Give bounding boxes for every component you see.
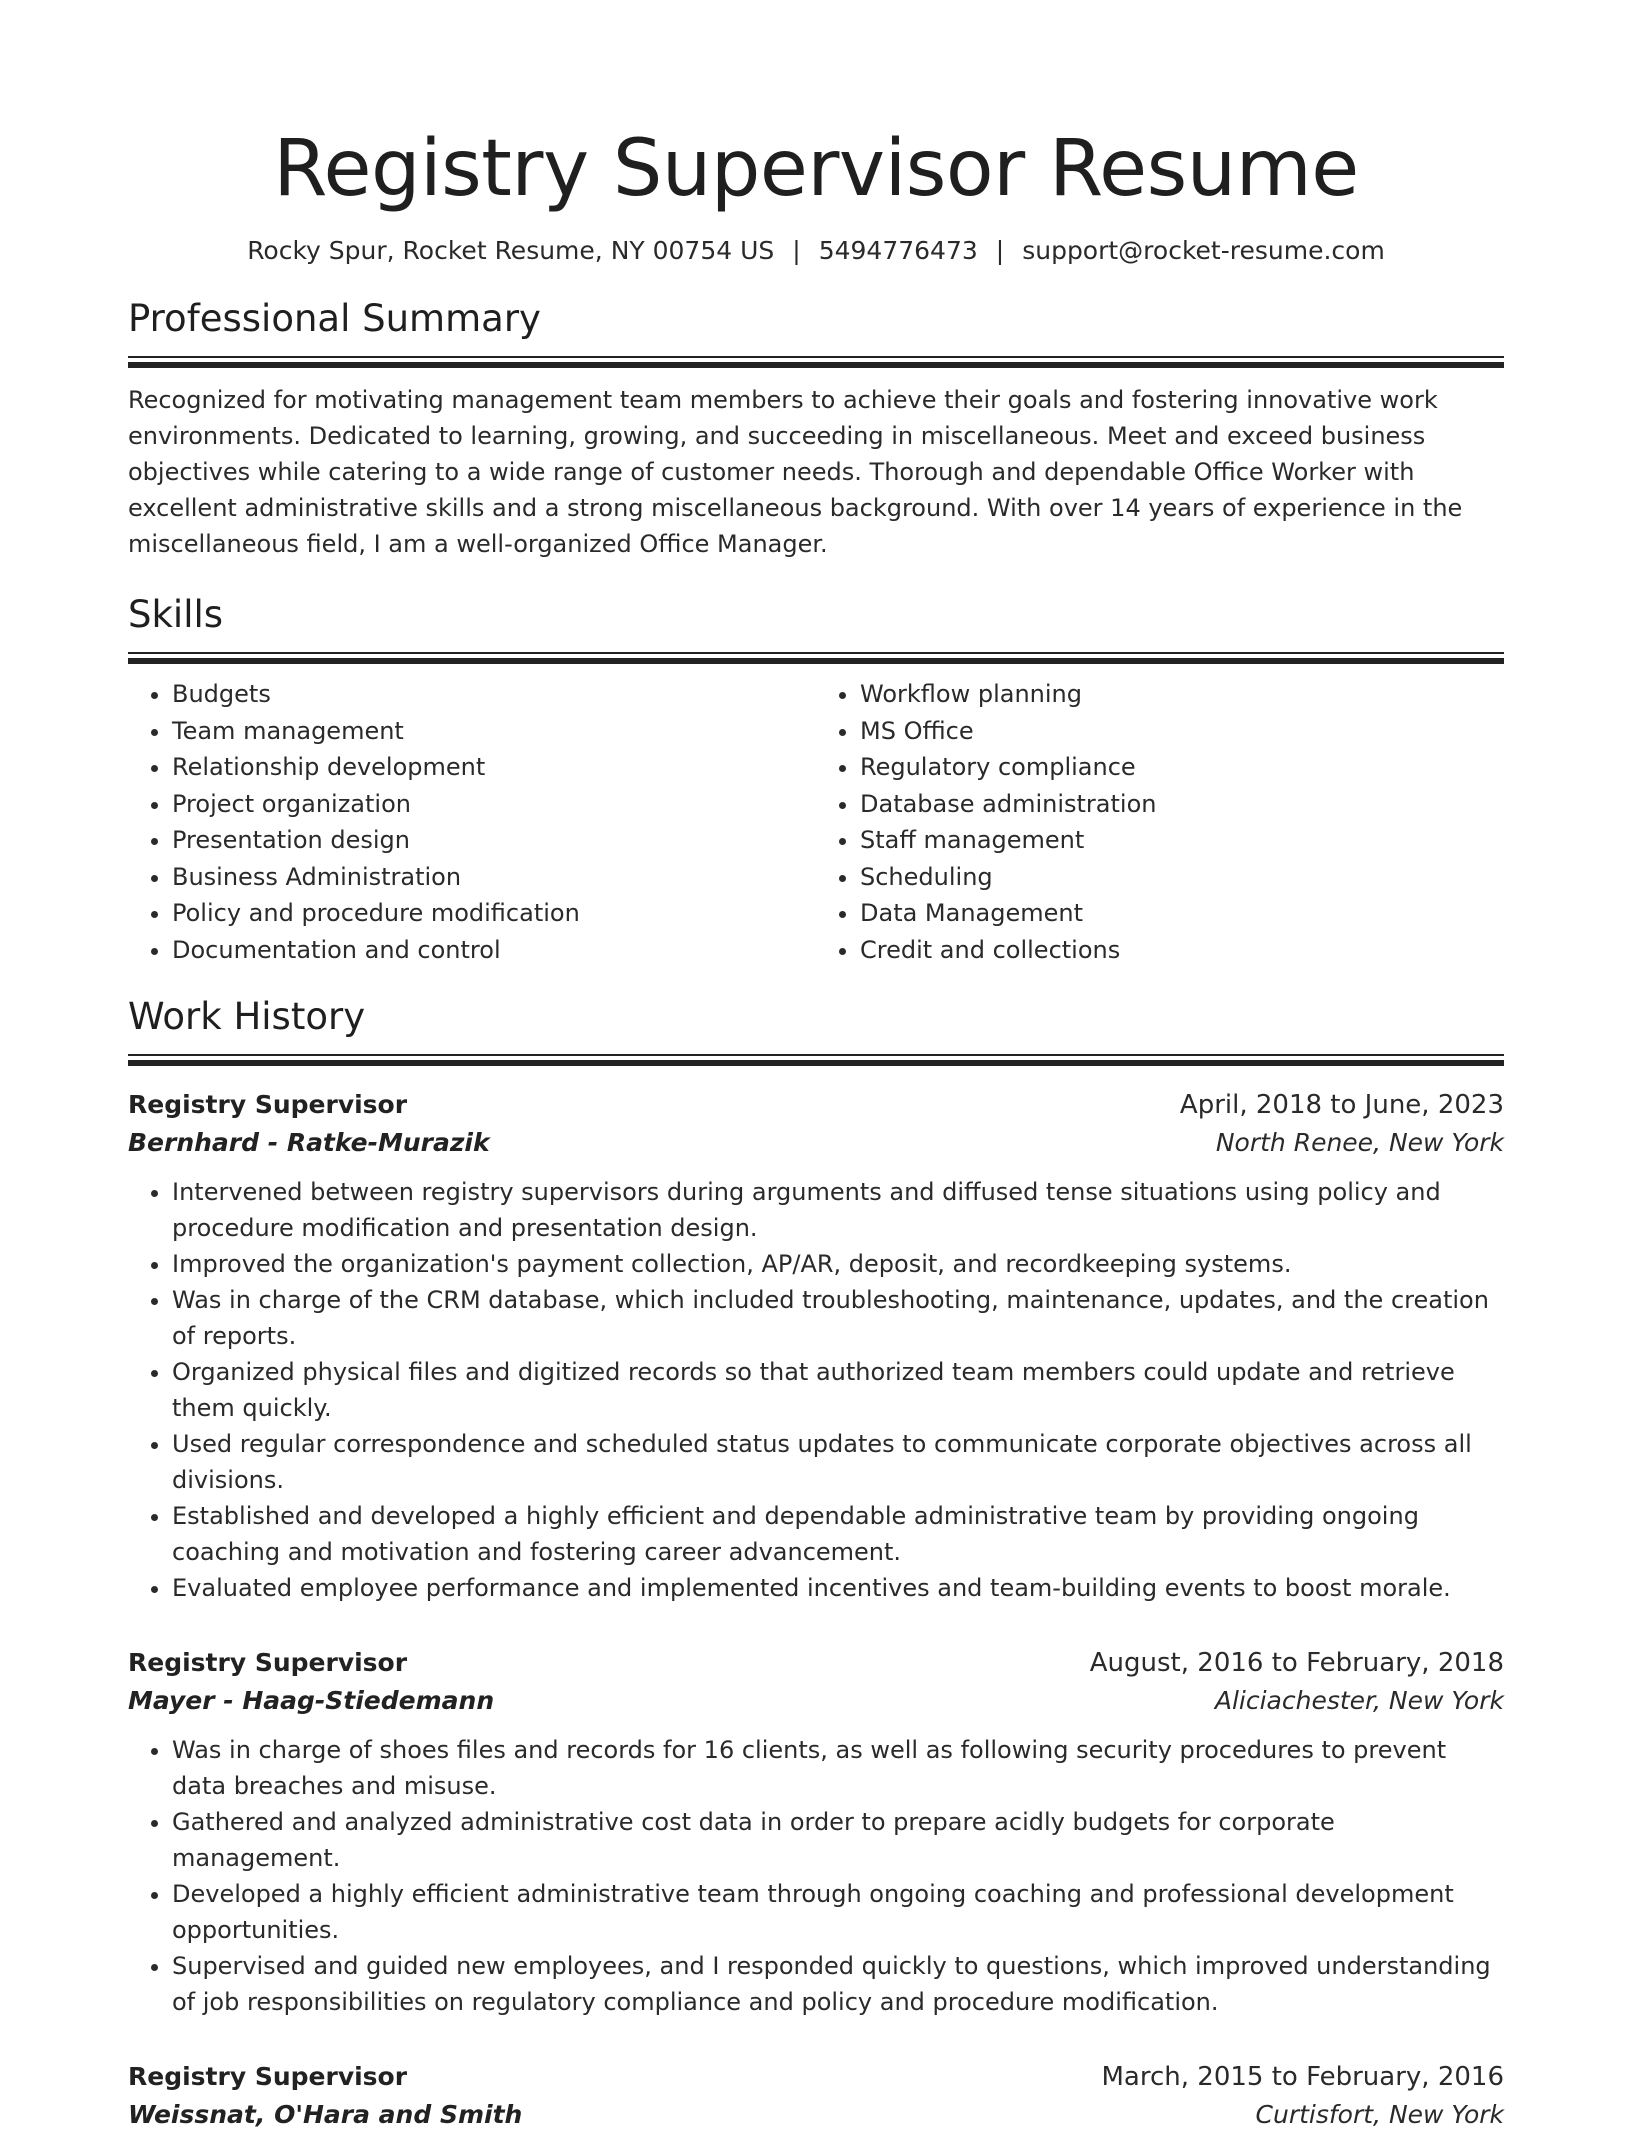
skill-item: • Documentation and control — [172, 932, 816, 969]
skill-item: • Scheduling — [860, 859, 1504, 896]
job-dates: April, 2018 to June, 2023 — [1179, 1090, 1504, 1120]
skill-item: • Staff management — [860, 822, 1504, 859]
job-responsibilities — [128, 1174, 1504, 1606]
responsibility-item: • Developed a highly efficient administrative team through ongoing coaching and professional development opportunities. — [172, 1876, 1504, 1948]
skill-item: • Regulatory compliance — [860, 749, 1504, 786]
job-company: Mayer - Haag-Stiedemann — [128, 1686, 495, 1715]
resume-page — [128, 0, 1504, 2134]
skill-item: • Presentation design — [172, 822, 816, 859]
skill-item: • Business Administration — [172, 859, 816, 896]
job-subheader — [128, 1124, 1504, 1162]
job-responsibilities — [128, 1732, 1504, 2020]
skills-column-right — [816, 676, 1504, 968]
responsibility-item: • Was in charge of the CRM database, which included troubleshooting, maintenance, updates, and the creation of reports. — [172, 1282, 1504, 1354]
responsibility-item: • Supervised and guided new employees, and I responded quickly to questions, which improved understanding of job responsibilities on regulatory compliance and policy and procedure modification. — [172, 1948, 1504, 2020]
contact-separator: | — [995, 236, 1005, 265]
skills-heading: Skills — [128, 593, 224, 636]
section-divider — [128, 356, 1504, 368]
job-dates: August, 2016 to February, 2018 — [1089, 1648, 1504, 1678]
job-company: Bernhard - Ratke-Murazik — [128, 1128, 490, 1157]
job-dates: March, 2015 to February, 2016 — [1101, 2062, 1504, 2092]
job-location: Aliciachester, New York — [1214, 1686, 1504, 1715]
job-company: Weissnat, O'Hara and Smith — [128, 2100, 523, 2129]
skill-item: • Project organization — [172, 786, 816, 823]
contact-email: support@rocket-resume.com — [1022, 236, 1385, 265]
job-entry — [128, 2058, 1504, 2134]
job-entry — [128, 1086, 1504, 1606]
job-header — [128, 2058, 1504, 2096]
responsibility-item: • Improved the organization's payment collection, AP/AR, deposit, and recordkeeping systems. — [172, 1246, 1504, 1282]
responsibility-item: • Gathered and analyzed administrative cost data in order to prepare acidly budgets for corporate management. — [172, 1804, 1504, 1876]
job-location: North Renee, New York — [1215, 1128, 1504, 1157]
responsibility-item: • Established and developed a highly efficient and dependable administrative team by providing ongoing coaching and motivation and fostering career advancement. — [172, 1498, 1504, 1570]
skill-item: • Database administration — [860, 786, 1504, 823]
job-title: Registry Supervisor — [128, 1090, 408, 1119]
responsibility-item: • Used regular correspondence and scheduled status updates to communicate corporate objectives across all divisions. — [172, 1426, 1504, 1498]
skill-item: • Relationship development — [172, 749, 816, 786]
contact-phone: 5494776473 — [818, 236, 978, 265]
responsibility-item: • Intervened between registry supervisors during arguments and diffused tense situations using policy and procedure modification and presentation design. — [172, 1174, 1504, 1246]
work-history-heading: Work History — [128, 995, 366, 1038]
responsibility-item: • Organized physical files and digitized records so that authorized team members could update and retrieve them quickly. — [172, 1354, 1504, 1426]
skill-item: • Budgets — [172, 676, 816, 713]
responsibility-item: • Was in charge of shoes files and records for 16 clients, as well as following security procedures to prevent data breaches and misuse. — [172, 1732, 1504, 1804]
summary-text: Recognized for motivating management team members to achieve their goals and fostering innovative work environments. Dedicated to learning, growing, and succeeding in miscellaneous. Meet and exceed business objectives while catering to a wide range of customer needs. Thorough and dependable Office Worker with excellent administrative skills and a strong miscellaneous background. With over 14 years of experience in the miscellaneous field, I am a well-organized Office Manager. — [128, 386, 1463, 558]
skills-column-left — [128, 676, 816, 968]
section-divider — [128, 1054, 1504, 1066]
job-title: Registry Supervisor — [128, 1648, 408, 1677]
skill-item: • Credit and collections — [860, 932, 1504, 969]
responsibility-item: • Evaluated employee performance and implemented incentives and team-building events to boost morale. — [172, 1570, 1504, 1606]
job-subheader — [128, 1682, 1504, 1720]
job-title: Registry Supervisor — [128, 2062, 408, 2091]
section-divider — [128, 652, 1504, 664]
job-entry — [128, 1644, 1504, 2020]
job-header — [128, 1086, 1504, 1124]
skill-item: • Team management — [172, 713, 816, 750]
contact-address: Rocky Spur, Rocket Resume, NY 00754 US — [247, 236, 775, 265]
skill-item: • MS Office — [860, 713, 1504, 750]
job-header — [128, 1644, 1504, 1682]
summary-heading: Professional Summary — [128, 297, 541, 340]
skill-item: • Policy and procedure modification — [172, 895, 816, 932]
skill-item: • Data Management — [860, 895, 1504, 932]
contact-line — [128, 234, 1504, 268]
contact-separator: | — [792, 236, 801, 265]
job-location: Curtisfort, New York — [1255, 2100, 1504, 2129]
page-title: Registry Supervisor Resume — [273, 124, 1359, 214]
skill-item: • Workflow planning — [860, 676, 1504, 713]
skills-list — [128, 676, 1504, 968]
job-subheader — [128, 2096, 1504, 2134]
